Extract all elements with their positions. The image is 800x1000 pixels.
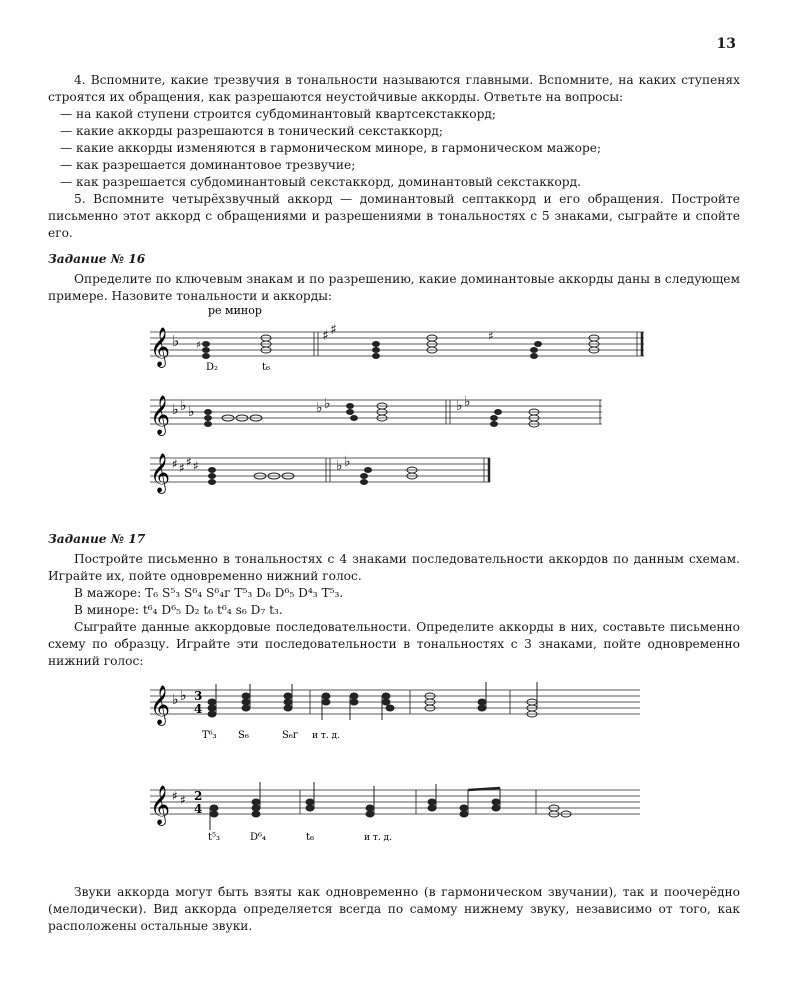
major-scheme: В мажоре: T₆ S⁵₃ S⁶₄ S⁶₄г T⁵₃ D₆ D⁶₅ D⁴₃ T⁵₃.	[74, 586, 344, 600]
svg-text:♯: ♯	[330, 322, 337, 338]
svg-text:3: 3	[194, 689, 203, 703]
svg-text:♭: ♭	[172, 692, 179, 708]
chords-staff-3	[208, 454, 417, 485]
chord-label: t⁵₃	[208, 832, 221, 843]
task-16-title: Задание № 16	[48, 252, 146, 266]
task-16-text: Определите по ключевым знакам и по разрешению, какие доминантовые аккорды даны в следующем примере. Назовите тональности и аккорды:	[48, 272, 740, 303]
chord-label: S₆г	[282, 730, 299, 741]
chord-label: и т. д.	[364, 833, 392, 843]
svg-text:♭: ♭	[336, 458, 343, 474]
chords-ex2	[210, 782, 571, 830]
staff-1	[150, 332, 644, 356]
chords-staff-2	[204, 394, 539, 427]
chord-label: T⁶₃	[202, 730, 217, 741]
question-4-item: — как разрешается субдоминантовый секстаккорд, доминантовый секстаккорд.	[60, 175, 581, 189]
music-example-17	[48, 680, 708, 854]
svg-text:4: 4	[194, 802, 203, 816]
treble-clef-icon: 𝄞	[150, 395, 171, 435]
task-17-text-1: Постройте письменно в тональностях с 4 знаками последовательности аккордов по данным схемам. Играйте их, пойте одновременно нижний голос.	[48, 552, 740, 583]
staff-2	[150, 400, 602, 424]
treble-clef-icon: 𝄞	[150, 327, 171, 367]
text-block-top	[48, 72, 740, 305]
svg-text:♭: ♭	[344, 454, 351, 470]
final-paragraph: Звуки аккорда могут быть взяты как одновременно (в гармоническом звучании), так и поочерёдно (мелодически). Вид аккорда определяется всегда по самому нижнему звуку, независимо от того, как расположены остальные звуки.	[48, 885, 740, 933]
treble-clef-icon: 𝄞	[150, 685, 171, 725]
question-4-item: — какие аккорды разрешаются в тонический секстаккорд;	[60, 124, 443, 138]
svg-text:♭: ♭	[188, 404, 195, 420]
svg-text:♯: ♯	[488, 329, 494, 343]
question-4-item: — как разрешается доминантовое трезвучие;	[60, 158, 356, 172]
treble-clef-icon: 𝄞	[150, 453, 171, 493]
treble-clef-icon: 𝄞	[150, 785, 171, 825]
staff-ex2	[150, 790, 640, 814]
staff-ex1	[150, 690, 640, 714]
svg-text:♭: ♭	[172, 402, 179, 418]
music-example-16	[48, 300, 708, 504]
svg-text:♭: ♭	[316, 400, 323, 416]
svg-text:♯: ♯	[172, 457, 178, 471]
svg-text:♯: ♯	[193, 459, 199, 473]
chord-label: t₆	[262, 362, 271, 373]
task-17-text-2: Сыграйте данные аккордовые последовательности. Определите аккорды в них, составьте письменно схему по образцу. Играйте эти последовательности в тональностях с 3 знаками, пойте одновременно нижний голос:	[48, 620, 740, 668]
svg-text:♯: ♯	[179, 461, 185, 475]
question-5: 5. Вспомните четырёхзвучный аккорд — доминантовый септаккорд и его обращения. Постройте письменно этот аккорд с обращениями и разрешениями в тональностях с 5 знаками, сыграйте и спойте его.	[48, 192, 740, 240]
svg-text:♭: ♭	[180, 688, 187, 704]
svg-text:♭: ♭	[456, 398, 463, 414]
svg-text:♭: ♭	[180, 398, 187, 414]
chord-label: и т. д.	[312, 731, 340, 741]
chords-staff-1	[196, 322, 599, 359]
task-17-title: Задание № 17	[48, 532, 146, 546]
chord-label: D₂	[206, 362, 219, 373]
chord-label: S₆	[238, 730, 249, 741]
svg-text:♯: ♯	[180, 793, 186, 807]
svg-text:♯: ♯	[186, 455, 192, 469]
svg-text:♯: ♯	[322, 328, 329, 344]
svg-text:♭: ♭	[464, 394, 471, 410]
page-number: 13	[716, 36, 736, 52]
text-block-task17	[48, 522, 740, 670]
staff-3	[150, 458, 490, 482]
question-4-item: — какие аккорды изменяются в гармоническом миноре, в гармоническом мажоре;	[60, 141, 602, 155]
minor-scheme: В миноре: t⁶₄ D⁶₅ D₂ t₆ t⁶₄ s₆ D₇ t₃.	[74, 603, 283, 617]
key-label: ре минор	[208, 304, 262, 317]
question-4-intro: 4. Вспомните, какие трезвучия в тональности называются главными. Вспомните, на каких ступенях строятся их обращения, как разрешаются неустойчивые аккорды. Ответьте на вопросы:	[48, 73, 740, 104]
svg-text:♯: ♯	[172, 789, 178, 803]
svg-text:4: 4	[194, 702, 203, 716]
svg-text:♭: ♭	[324, 396, 331, 412]
chord-label: t₆	[306, 832, 315, 843]
svg-text:♯: ♯	[196, 340, 201, 351]
flat-sign: ♭	[172, 332, 180, 350]
svg-text:2: 2	[194, 789, 203, 803]
text-block-final	[48, 884, 740, 935]
question-4-item: — на какой ступени строится субдоминантовый квартсекстаккорд;	[60, 107, 497, 121]
chord-label: D⁶₄	[250, 832, 267, 843]
